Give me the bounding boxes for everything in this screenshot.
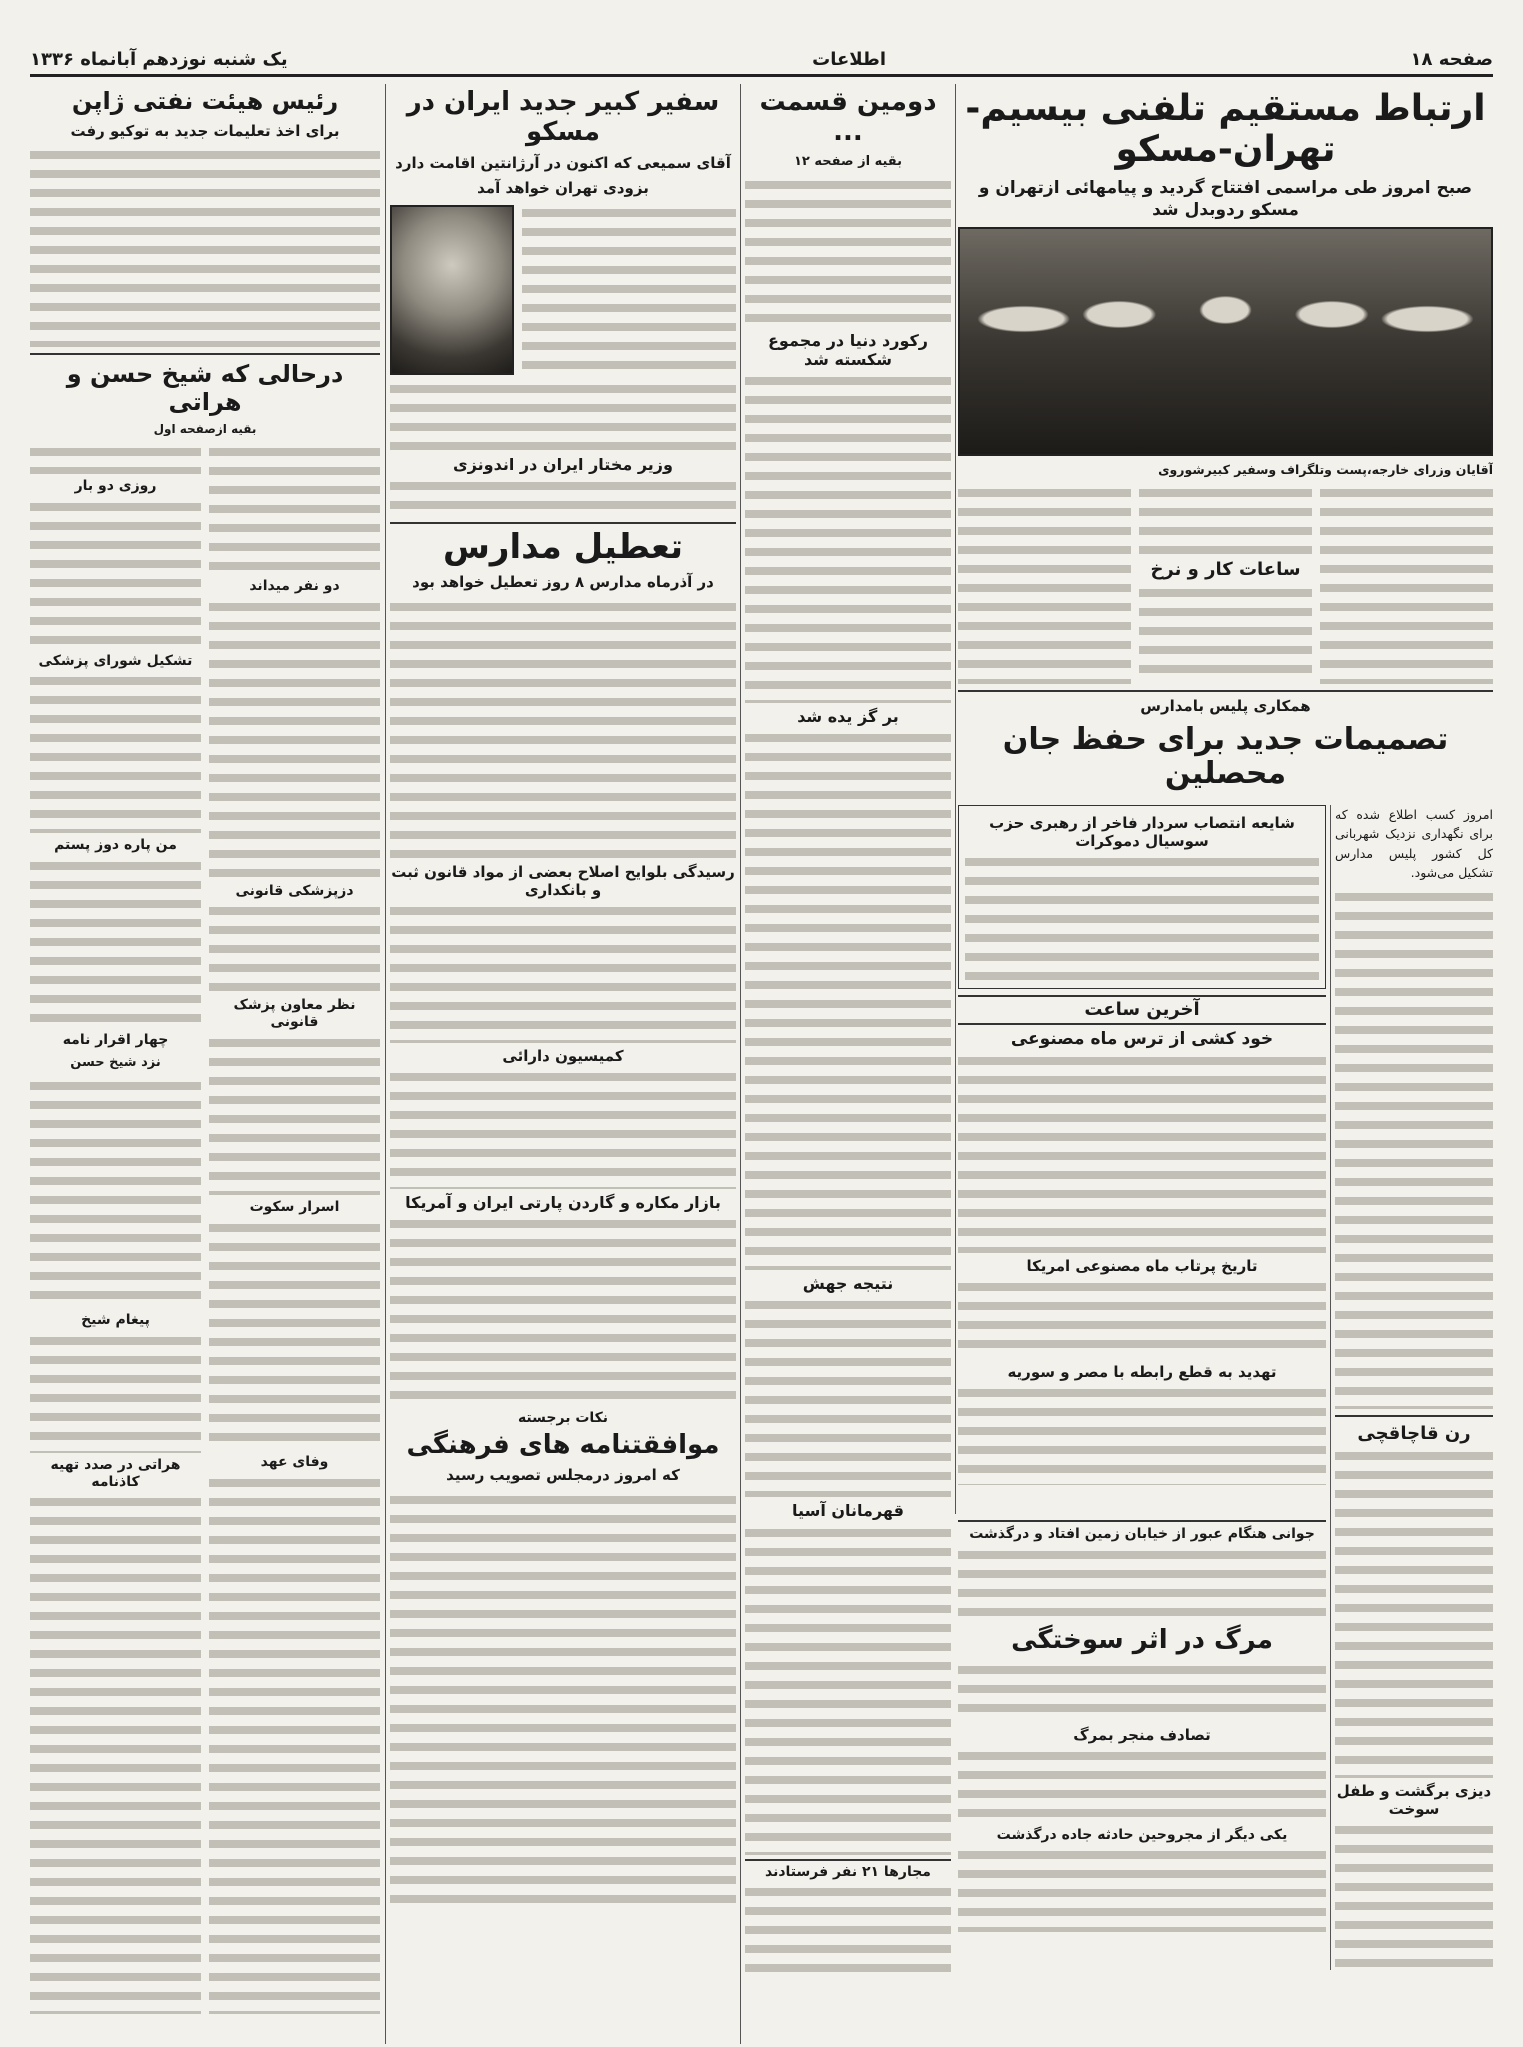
column-rule bbox=[740, 84, 741, 2044]
latest-sub-heading: خود کشی از ترس ماه مصنوعی bbox=[1010, 1028, 1274, 1049]
police-story-text: امروز کسب اطلاع شده که برای نگهداری نزدیک شهربانی کل کشور پلیس مدارس تشکیل می‌شود. bbox=[1335, 807, 1493, 881]
market-heading: بازار مکاره و گاردن پارتی ایران و آمریکا bbox=[405, 1192, 721, 1212]
sheikh-subhead: نزد شیخ حسن bbox=[70, 1055, 161, 1071]
latest-heading: آخرین ساعت bbox=[958, 995, 1326, 1025]
law-heading: رسیدگی بلوایح اصلاح بعضی از مواد قانون ثبت و بانکداری bbox=[391, 862, 735, 899]
ambassador-subhead: بزودی تهران خواهد آمد bbox=[477, 179, 649, 198]
agreements-headline: موافقتنامه های فرهنگی bbox=[406, 1429, 720, 1460]
photo-caption: آقایان وزرای خارجه،پست وتلگراف وسفیر کبیرشوروی bbox=[1158, 461, 1493, 477]
column-rule bbox=[1330, 805, 1331, 1970]
latest-sub-heading: تاریخ پرتاب ماه مصنوعی امریکا bbox=[1026, 1256, 1258, 1275]
section-divider bbox=[958, 690, 1493, 692]
side-news-heading: شایعه انتصاب سردار فاخر از رهبری حزب سوسیال دموکرات bbox=[989, 814, 1295, 850]
police-box bbox=[958, 695, 1493, 795]
left-column bbox=[30, 84, 380, 2044]
sports-column bbox=[745, 84, 951, 2044]
accidents-section bbox=[958, 1520, 1326, 1970]
continued-from: بقیه ازصفحه اول bbox=[153, 422, 257, 437]
notes-heading: نکات برجسته bbox=[517, 1409, 609, 1426]
sheikh-headline: درحالی که شیخ حسن و هراتی bbox=[66, 360, 344, 416]
accident-heading: جوانی هنگام عبور از خیابان زمین افتاد و درگذشت bbox=[969, 1526, 1315, 1542]
sheikh-subhead: وفای عهد bbox=[260, 1453, 329, 1470]
sports-headline: دومین قسمت ... bbox=[759, 87, 937, 147]
main-story bbox=[958, 84, 1493, 684]
sheikh-subhead: من پاره دوز پستم bbox=[54, 837, 177, 854]
box-headline: تصمیمات جدید برای حفظ جان محصلین bbox=[1002, 721, 1449, 791]
main-headline: ارتباط مستقیم تلفنی بیسیم-تهران-مسکو bbox=[965, 88, 1486, 171]
sheikh-subhead: دزپزشکی قانونی bbox=[235, 882, 354, 899]
paper-name: اطلاعات bbox=[812, 48, 887, 70]
oil-headline: رئیس هیئت نفتی ژاپن bbox=[71, 87, 339, 115]
column-rule bbox=[385, 84, 386, 2044]
continued-from: بقیه از صفحه ۱۲ bbox=[794, 153, 902, 169]
section-heading: ساعات کار و نرخ bbox=[1150, 559, 1301, 581]
story-text-block bbox=[1320, 485, 1493, 684]
sheikh-subhead: دو نفر میداند bbox=[249, 577, 340, 594]
crash-heading: تصادف منجر بمرگ bbox=[1073, 1725, 1211, 1744]
masthead bbox=[30, 44, 1493, 77]
oil-subhead: برای اخذ تعلیمات جدید به توکیو رفت bbox=[70, 121, 340, 140]
sheikh-subhead: چهار اقرار نامه bbox=[62, 1032, 169, 1049]
agreements-subhead: که امروز درمجلس تصویب رسید bbox=[446, 1466, 680, 1485]
police-story-column bbox=[1335, 805, 1493, 1970]
sheikh-column-right bbox=[30, 444, 201, 2014]
sheikh-subhead: نظر معاون پزشک قانونی bbox=[233, 997, 356, 1031]
ambassador-subhead: آقای سمیعی که اکنون در آرژانتین اقامت دارد bbox=[395, 153, 731, 172]
minister-heading: وزیر مختار ایران در اندونزی bbox=[453, 454, 673, 474]
sheikh-subhead: اسرار سکوت bbox=[249, 1199, 340, 1216]
schools-subhead: در آذرماه مدارس ۸ روز تعطیل خواهد بود bbox=[412, 573, 714, 592]
sheikh-subhead: پیغام شیخ bbox=[81, 1311, 150, 1328]
sheikh-subhead: تشکیل شورای پزشکی bbox=[38, 652, 193, 669]
sports-subhead: بر گز یده شد bbox=[797, 707, 899, 727]
story-text-block bbox=[958, 485, 1131, 684]
commission-heading: کمیسیون دارائی bbox=[502, 1046, 624, 1065]
main-subhead: صبح امروز طی مراسمی افتتاح گردید و پیامهائی ازتهران و مسکو ردوبدل شد bbox=[978, 177, 1473, 220]
sheikh-subhead: روزی دو بار bbox=[74, 477, 157, 494]
column-rule bbox=[955, 84, 956, 1514]
sheikh-subhead: هراتی در صدد تهیه کاذنامه bbox=[50, 1456, 181, 1490]
ambassador-portrait bbox=[390, 205, 514, 375]
center-column bbox=[390, 84, 736, 2044]
page-number: صفحه ۱۸ bbox=[1410, 48, 1493, 70]
main-photo bbox=[958, 227, 1493, 456]
sheikh-column-left bbox=[209, 444, 380, 2014]
box-kicker: همکاری پلیس بامدارس bbox=[1140, 697, 1311, 715]
latest-sub-heading: تهدید به قطع رابطه با مصر و سوریه bbox=[1007, 1362, 1277, 1381]
burn-death-heading: مرگ در اثر سوختگی bbox=[1011, 1624, 1273, 1655]
story-text-block bbox=[1139, 485, 1312, 684]
pot-heading: دیزی برگشت و طفل سوخت bbox=[1336, 1782, 1492, 1819]
injured-heading: یکی دیگر از مجروحین حادثه جاده درگذشت bbox=[996, 1826, 1288, 1843]
issue-date: یک شنبه نوزدهم آبانماه ۱۳۳۶ bbox=[30, 48, 288, 70]
ambassador-headline: سفیر کبیر جدید ایران در مسکو bbox=[406, 87, 720, 147]
sports-subhead: مجارها ۲۱ نفر فرستادند bbox=[745, 1859, 951, 1881]
sports-subhead: قهرمانان آسیا bbox=[792, 1501, 904, 1521]
schools-headline: تعطیل مدارس bbox=[443, 526, 683, 567]
smuggler-heading: رن قاچاقچی bbox=[1357, 1422, 1471, 1444]
side-news-box bbox=[958, 805, 1326, 989]
sports-subhead: رکورد دنیا در مجموع شکسته شد bbox=[768, 330, 928, 369]
sports-subhead: نتیجه جهش bbox=[802, 1274, 894, 1294]
